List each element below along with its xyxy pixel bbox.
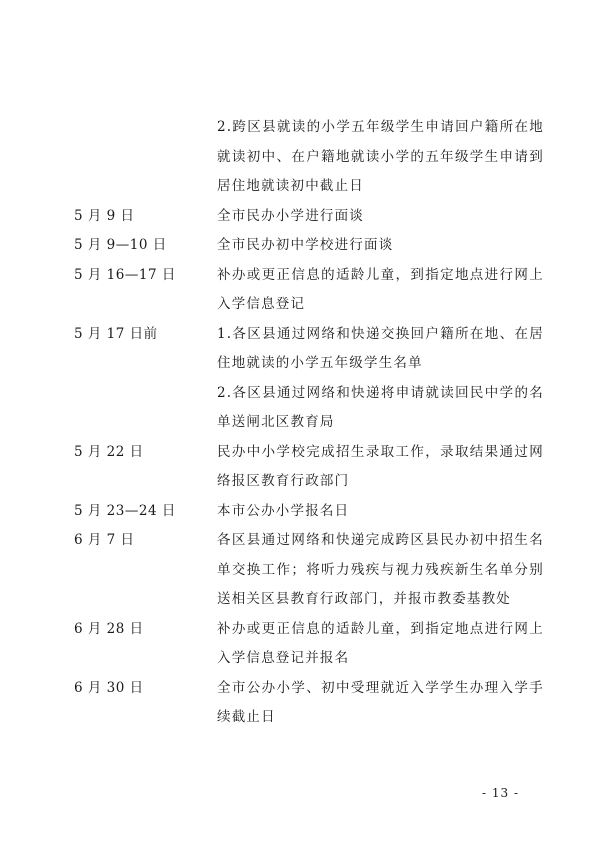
schedule-row: [74, 261, 544, 320]
schedule-item: 全市公办小学、初中受理就近入学学生办理入学手续截止日: [217, 679, 544, 725]
schedule-date: 5 月 16—17 日: [74, 266, 176, 283]
schedule-item: 补办或更正信息的适龄儿童，到指定地点进行网上入学信息登记: [217, 266, 544, 312]
schedule-row: [74, 615, 544, 674]
schedule-date: 6 月 28 日: [74, 620, 144, 637]
schedule-row: [74, 113, 544, 202]
schedule-description: [217, 113, 544, 202]
schedule-description: [217, 674, 544, 733]
schedule-row: [74, 231, 544, 261]
schedule-date: 5 月 9 日: [74, 207, 135, 224]
schedule-item: 2.各区县通过网络和快递将申请就读回民中学的名单送闸北区教育局: [217, 384, 544, 430]
schedule-date: 6 月 7 日: [74, 532, 135, 548]
schedule-item: 2.跨区县就读的小学五年级学生申请回户籍所在地就读初中、在户籍地就读小学的五年级学生申请到居住地就读初中截止日: [217, 119, 544, 194]
schedule-description: [217, 497, 544, 527]
schedule-item: 1.各区县通过网络和快递交换回户籍所在地、在居住地就读的小学五年级学生名单: [217, 325, 544, 371]
schedule-description: [217, 320, 544, 438]
page-number: - 13 -: [482, 786, 520, 800]
schedule-item: 补办或更正信息的适龄儿童，到指定地点进行网上入学信息登记并报名: [217, 620, 544, 666]
schedule-item: 本市公办小学报名日: [217, 502, 350, 519]
schedule-item: 民办中小学校完成招生录取工作，录取结果通过网络报区教育行政部门: [217, 443, 544, 489]
schedule-description: [217, 526, 544, 615]
schedule-row: [74, 526, 544, 615]
schedule-description: [217, 231, 544, 261]
schedule-row: [74, 320, 544, 438]
schedule-item: 全市民办初中学校进行面谈: [217, 237, 394, 253]
schedule-date: 5 月 17 日前: [74, 325, 158, 342]
schedule-date: 5 月 9—10 日: [74, 237, 167, 253]
schedule-date: 5 月 22 日: [74, 443, 144, 460]
schedule-description: [217, 261, 544, 320]
schedule-item: 全市民办小学进行面谈: [217, 207, 364, 224]
enrollment-schedule: [74, 113, 544, 733]
schedule-date: 5 月 23—24 日: [74, 502, 176, 519]
schedule-row: [74, 438, 544, 497]
schedule-row: [74, 497, 544, 527]
schedule-description: [217, 202, 544, 232]
schedule-item: 各区县通过网络和快递完成跨区县民办初中招生名单交换工作；将听力残疾与视力残疾新生名单分别送相关区县教育行政部门，并报市教委基教处: [217, 532, 544, 607]
schedule-row: [74, 674, 544, 733]
schedule-description: [217, 615, 544, 674]
schedule-description: [217, 438, 544, 497]
schedule-row: [74, 202, 544, 232]
schedule-date: 6 月 30 日: [74, 679, 144, 696]
